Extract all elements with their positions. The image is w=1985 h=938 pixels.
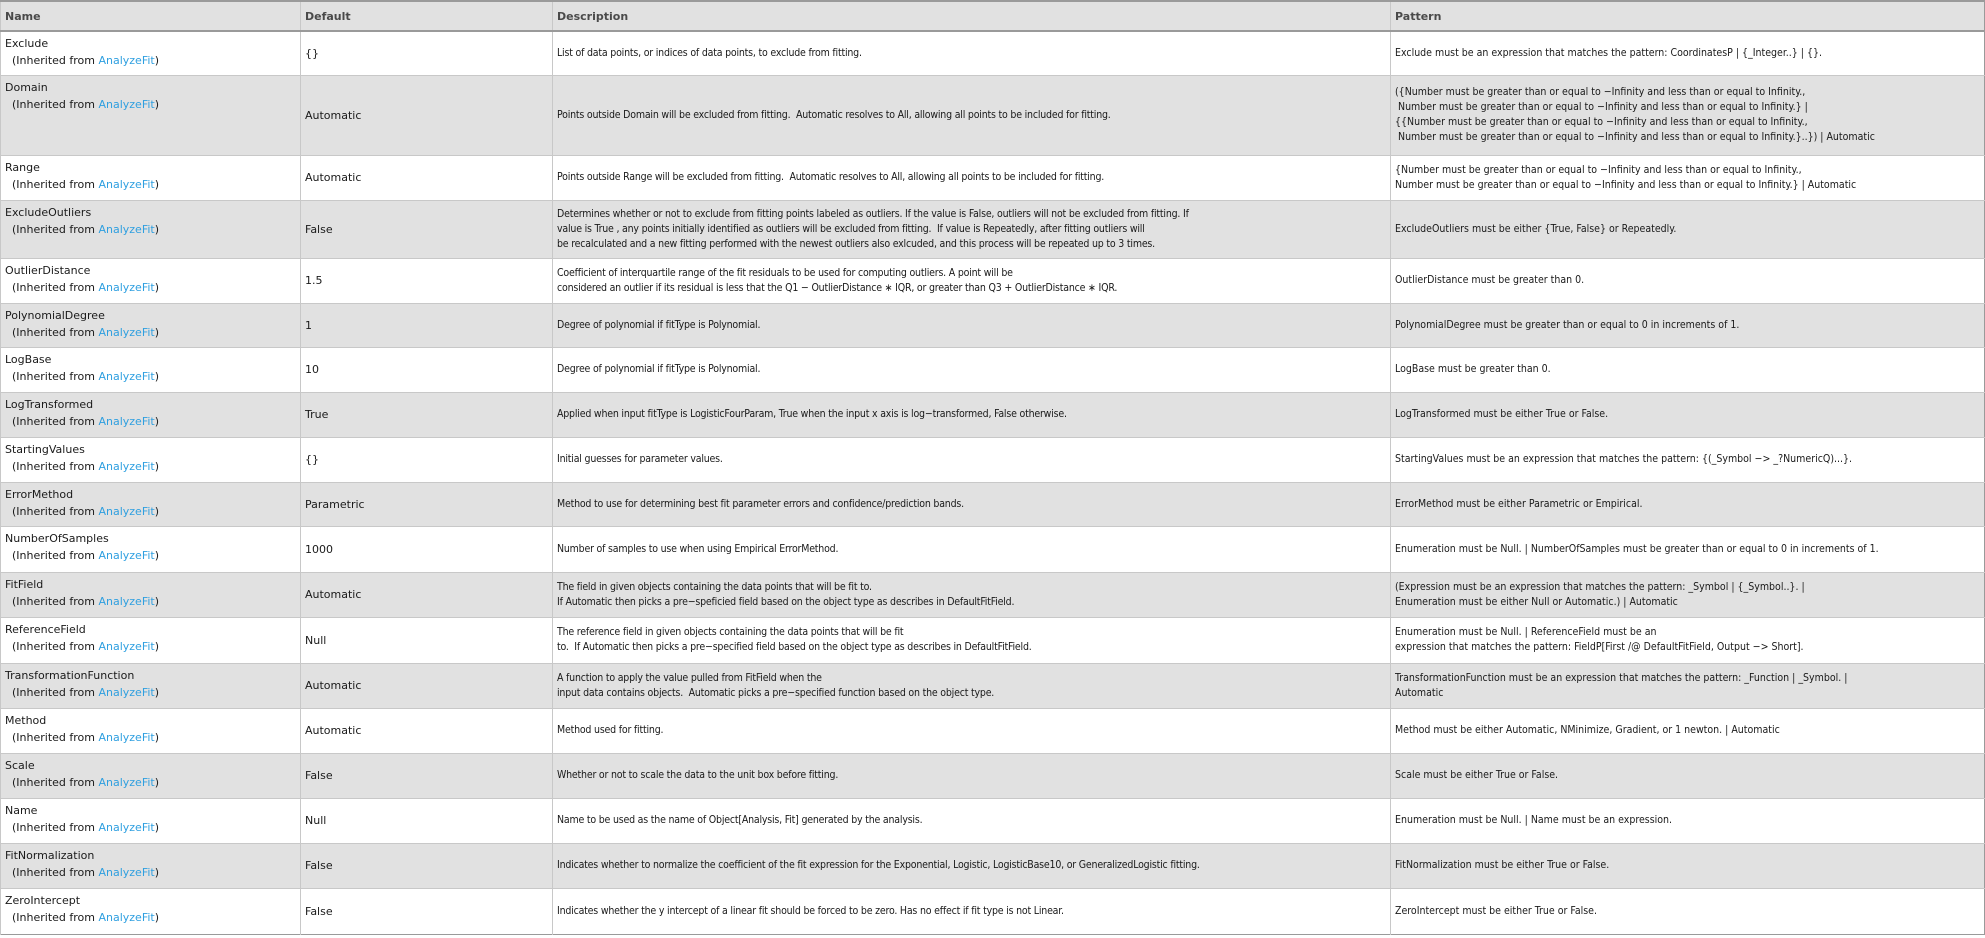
- option-description: [553, 843, 1391, 888]
- inherited-note: [5, 685, 296, 700]
- pattern-line: FitNormalization must be either True or False.: [1395, 859, 1610, 871]
- option-name: ErrorMethod: [5, 487, 74, 501]
- analyzefit-link[interactable]: AnalyzeFit: [98, 414, 155, 428]
- option-pattern: [1391, 526, 1985, 572]
- inherited-suffix: ): [154, 280, 160, 294]
- inherited-prefix: (Inherited from: [12, 548, 99, 562]
- option-pattern: [1391, 482, 1985, 526]
- option-name-cell: [1, 482, 301, 526]
- pattern-line: (Expression must be an expression that matches the pattern: _Symbol | {_Symbol..}. |: [1395, 580, 1805, 593]
- table-row: [1, 888, 1985, 934]
- option-default: Automatic: [301, 663, 553, 708]
- description-line: Points outside Domain will be excluded from fitting. Automatic resolves to All, allowing all points to be included for fitting.: [557, 108, 1111, 121]
- option-pattern: [1391, 572, 1985, 617]
- option-name-cell: [1, 437, 301, 482]
- option-name: Exclude: [5, 37, 49, 50]
- table-row: [1, 392, 1985, 437]
- inherited-suffix: ): [154, 865, 160, 879]
- description-line: Determines whether or not to exclude from fitting points labeled as outliers. If the value is False, outliers will not be excluded from fitting. If: [557, 207, 1189, 220]
- inherited-suffix: ): [154, 459, 160, 473]
- description-line: Initial guesses for parameter values.: [557, 453, 723, 465]
- inherited-suffix: ): [154, 548, 160, 562]
- pattern-line: Number must be greater than or equal to −Infinity and less than or equal to Infinity.}..}) | Automatic: [1395, 131, 1875, 143]
- analyzefit-link[interactable]: AnalyzeFit: [98, 177, 155, 191]
- analyzefit-link[interactable]: AnalyzeFit: [98, 910, 155, 924]
- analyzefit-link[interactable]: AnalyzeFit: [98, 639, 155, 653]
- inherited-prefix: (Inherited from: [12, 325, 99, 339]
- header-default: Default: [301, 1, 553, 31]
- option-pattern: [1391, 753, 1985, 798]
- option-name-cell: [1, 258, 301, 303]
- inherited-suffix: ): [154, 775, 160, 789]
- table-row: [1, 482, 1985, 526]
- option-description: [553, 392, 1391, 437]
- inherited-prefix: (Inherited from: [12, 177, 99, 191]
- option-name: Domain: [5, 80, 48, 94]
- description-line: Indicates whether the y intercept of a linear fit should be forced to be zero. Has no effect if fit type is not Linear.: [557, 904, 1064, 917]
- option-name: PolynomialDegree: [5, 308, 105, 322]
- inherited-note: [5, 639, 296, 654]
- option-pattern: [1391, 663, 1985, 708]
- option-description: [553, 708, 1391, 753]
- inherited-note: [5, 325, 296, 340]
- option-name-cell: [1, 617, 301, 663]
- inherited-suffix: ): [154, 54, 160, 67]
- option-pattern: [1391, 258, 1985, 303]
- option-name: LogTransformed: [5, 397, 94, 411]
- table-row: [1, 347, 1985, 392]
- option-description: [553, 200, 1391, 258]
- option-description: [553, 347, 1391, 392]
- inherited-prefix: (Inherited from: [12, 459, 99, 473]
- table-row: [1, 663, 1985, 708]
- header-description: Description: [553, 1, 1391, 31]
- analyzefit-link[interactable]: AnalyzeFit: [98, 775, 155, 789]
- inherited-note: [5, 459, 296, 474]
- option-pattern: [1391, 75, 1985, 155]
- inherited-prefix: (Inherited from: [12, 54, 99, 67]
- header-name: Name: [1, 1, 301, 31]
- inherited-prefix: (Inherited from: [12, 280, 99, 294]
- inherited-note: [5, 594, 296, 609]
- option-name: Range: [5, 160, 40, 174]
- option-pattern: [1391, 843, 1985, 888]
- description-line: Name to be used as the name of Object[Analysis, Fit] generated by the analysis.: [557, 814, 923, 826]
- option-name-cell: [1, 31, 301, 75]
- description-line: Applied when input fitType is LogisticFourParam, True when the input x axis is log−transformed, False otherwise.: [557, 408, 1067, 420]
- option-default: Automatic: [301, 75, 553, 155]
- description-line: List of data points, or indices of data points, to exclude from fitting.: [557, 46, 862, 59]
- pattern-line: ExcludeOutliers must be either {True, False} or Repeatedly.: [1395, 222, 1677, 235]
- option-name-cell: [1, 75, 301, 155]
- analyzefit-link[interactable]: AnalyzeFit: [98, 504, 155, 518]
- option-name: FitField: [5, 577, 44, 591]
- option-name: FitNormalization: [5, 848, 95, 862]
- option-default: Null: [301, 798, 553, 843]
- inherited-prefix: (Inherited from: [12, 222, 99, 236]
- option-default: {}: [301, 437, 553, 482]
- analyzefit-link[interactable]: AnalyzeFit: [98, 280, 155, 294]
- pattern-line: ErrorMethod must be either Parametric or Empirical.: [1395, 497, 1643, 510]
- inherited-note: [5, 280, 296, 295]
- description-line: Indicates whether to normalize the coefficient of the fit expression for the Exponential, Logistic, LogisticBase10, or GeneralizedLogistic fitting.: [557, 859, 1200, 871]
- inherited-suffix: ): [154, 730, 160, 744]
- pattern-line: OutlierDistance must be greater than 0.: [1395, 274, 1585, 286]
- inherited-prefix: (Inherited from: [12, 414, 99, 428]
- pattern-line: {{Number must be greater than or equal to −Infinity and less than or equal to Infinity.,: [1395, 116, 1808, 128]
- option-pattern: [1391, 708, 1985, 753]
- inherited-note: [5, 730, 296, 745]
- pattern-line: Method must be either Automatic, NMinimize, Gradient, or 1 newton. | Automatic: [1395, 724, 1780, 736]
- description-line: Method used for fitting.: [557, 724, 664, 736]
- inherited-suffix: ): [154, 820, 160, 834]
- inherited-note: [5, 222, 296, 237]
- analyzefit-link[interactable]: AnalyzeFit: [98, 459, 155, 473]
- option-default: False: [301, 200, 553, 258]
- option-name: Method: [5, 713, 47, 727]
- option-default: False: [301, 888, 553, 934]
- pattern-line: ({Number must be greater than or equal to −Infinity and less than or equal to Infinity.,: [1395, 86, 1806, 98]
- inherited-note: [5, 177, 296, 192]
- description-line: If Automatic then picks a pre−speficied field based on the object type as describes in DefaultFitField.: [557, 595, 1015, 608]
- option-description: [553, 75, 1391, 155]
- option-description: [553, 31, 1391, 75]
- option-name: OutlierDistance: [5, 263, 91, 277]
- option-description: [553, 798, 1391, 843]
- option-name: LogBase: [5, 352, 52, 366]
- inherited-prefix: (Inherited from: [12, 639, 99, 653]
- analyzefit-link[interactable]: AnalyzeFit: [98, 97, 155, 111]
- inherited-suffix: ): [154, 594, 160, 608]
- option-pattern: [1391, 888, 1985, 934]
- option-name-cell: [1, 843, 301, 888]
- analyzefit-link[interactable]: AnalyzeFit: [98, 594, 155, 608]
- inherited-prefix: (Inherited from: [12, 594, 99, 608]
- description-line: Points outside Range will be excluded from fitting. Automatic resolves to All, allowing all points to be included for fitting.: [557, 171, 1105, 183]
- option-default: 1: [301, 303, 553, 347]
- description-line: Degree of polynomial if fitType is Polynomial.: [557, 318, 761, 331]
- inherited-prefix: (Inherited from: [12, 730, 99, 744]
- option-pattern: [1391, 437, 1985, 482]
- option-name-cell: [1, 347, 301, 392]
- inherited-note: [5, 820, 296, 835]
- inherited-suffix: ): [154, 639, 160, 653]
- table-row: [1, 437, 1985, 482]
- option-pattern: [1391, 347, 1985, 392]
- table-row: [1, 753, 1985, 798]
- inherited-prefix: (Inherited from: [12, 504, 99, 518]
- option-description: [553, 482, 1391, 526]
- inherited-note: [5, 548, 296, 563]
- inherited-prefix: (Inherited from: [12, 775, 99, 789]
- inherited-prefix: (Inherited from: [12, 820, 99, 834]
- table-row: [1, 617, 1985, 663]
- analyzefit-link[interactable]: AnalyzeFit: [98, 369, 155, 383]
- table-row: [1, 75, 1985, 155]
- option-description: [553, 663, 1391, 708]
- inherited-suffix: ): [154, 325, 160, 339]
- table-row: [1, 798, 1985, 843]
- option-pattern: [1391, 392, 1985, 437]
- option-default: 10: [301, 347, 553, 392]
- inherited-prefix: (Inherited from: [12, 910, 99, 924]
- analyzefit-link[interactable]: AnalyzeFit: [98, 820, 155, 834]
- option-pattern: [1391, 303, 1985, 347]
- option-default: 1.5: [301, 258, 553, 303]
- header-pattern: Pattern: [1391, 1, 1985, 31]
- pattern-line: expression that matches the pattern: FieldP[First /@ DefaultFitField, Output −> Short].: [1395, 641, 1804, 653]
- table-body: [1, 31, 1985, 934]
- description-line: input data contains objects. Automatic picks a pre−specified function based on the object type.: [557, 686, 995, 699]
- analyzefit-link[interactable]: AnalyzeFit: [98, 222, 155, 236]
- pattern-line: PolynomialDegree must be greater than or equal to 0 in increments of 1.: [1395, 318, 1740, 331]
- inherited-note: [5, 97, 296, 112]
- option-name-cell: [1, 798, 301, 843]
- option-name-cell: [1, 392, 301, 437]
- option-description: [553, 303, 1391, 347]
- analyzefit-link[interactable]: AnalyzeFit: [98, 548, 155, 562]
- option-default: False: [301, 843, 553, 888]
- description-line: Whether or not to scale the data to the unit box before fitting.: [557, 769, 839, 781]
- pattern-line: Scale must be either True or False.: [1395, 769, 1559, 781]
- description-line: Method to use for determining best fit parameter errors and confidence/prediction bands.: [557, 497, 964, 510]
- option-name-cell: [1, 888, 301, 934]
- analyzefit-link[interactable]: AnalyzeFit: [98, 865, 155, 879]
- option-name: TransformationFunction: [5, 668, 135, 682]
- option-default: Null: [301, 617, 553, 663]
- analyzefit-link[interactable]: AnalyzeFit: [98, 54, 155, 67]
- inherited-prefix: (Inherited from: [12, 865, 99, 879]
- table-row: [1, 708, 1985, 753]
- pattern-line: Enumeration must be Null. | NumberOfSamples must be greater than or equal to 0 in increments of 1.: [1395, 542, 1879, 555]
- inherited-note: [5, 369, 296, 384]
- description-line: The field in given objects containing the data points that will be fit to.: [557, 580, 872, 593]
- pattern-line: ZeroIntercept must be either True or False.: [1395, 904, 1597, 917]
- inherited-suffix: ): [154, 97, 160, 111]
- option-default: Automatic: [301, 572, 553, 617]
- analyzefit-link[interactable]: AnalyzeFit: [98, 685, 155, 699]
- pattern-line: Enumeration must be Null. | Name must be an expression.: [1395, 814, 1673, 826]
- analyzefit-link[interactable]: AnalyzeFit: [98, 325, 155, 339]
- option-name: ExcludeOutliers: [5, 205, 92, 219]
- option-name: ReferenceField: [5, 622, 86, 636]
- option-default: Automatic: [301, 155, 553, 200]
- pattern-line: Exclude must be an expression that matches the pattern: CoordinatesP | {_Integer..} | {}.: [1395, 46, 1822, 59]
- option-description: [553, 572, 1391, 617]
- pattern-line: Number must be greater than or equal to −Infinity and less than or equal to Infinity.} | Automatic: [1395, 178, 1857, 191]
- inherited-prefix: (Inherited from: [12, 685, 99, 699]
- option-description: [553, 617, 1391, 663]
- option-description: [553, 753, 1391, 798]
- inherited-note: [5, 53, 296, 68]
- pattern-line: Automatic: [1395, 686, 1444, 699]
- inherited-suffix: ): [154, 685, 160, 699]
- inherited-note: [5, 865, 296, 880]
- table-row: [1, 155, 1985, 200]
- option-name-cell: [1, 663, 301, 708]
- option-pattern: [1391, 31, 1985, 75]
- option-default: 1000: [301, 526, 553, 572]
- option-name-cell: [1, 526, 301, 572]
- table-row: [1, 526, 1985, 572]
- option-pattern: [1391, 155, 1985, 200]
- description-line: Coefficient of interquartile range of the fit residuals to be used for computing outliers. A point will be: [557, 266, 1013, 279]
- pattern-line: Number must be greater than or equal to −Infinity and less than or equal to Infinity.} |: [1395, 101, 1808, 113]
- option-name-cell: [1, 708, 301, 753]
- inherited-note: [5, 775, 296, 790]
- option-description: [553, 258, 1391, 303]
- option-default: False: [301, 753, 553, 798]
- table-row: [1, 31, 1985, 75]
- inherited-prefix: (Inherited from: [12, 97, 99, 111]
- option-name-cell: [1, 155, 301, 200]
- description-line: Number of samples to use when using Empirical ErrorMethod.: [557, 542, 839, 555]
- table-row: [1, 200, 1985, 258]
- option-pattern: [1391, 200, 1985, 258]
- option-description: [553, 526, 1391, 572]
- description-line: considered an outlier if its residual is less that the Q1 − OutlierDistance ∗ IQR, or greater than Q3 + OutlierDistance ∗ IQR.: [557, 281, 1118, 294]
- description-line: The reference field in given objects containing the data points that will be fit: [557, 626, 904, 638]
- pattern-line: {Number must be greater than or equal to −Infinity and less than or equal to Infinity.,: [1395, 163, 1802, 176]
- inherited-note: [5, 414, 296, 429]
- pattern-line: TransformationFunction must be an expression that matches the pattern: _Function | _Symbol. |: [1395, 671, 1848, 684]
- option-name: ZeroIntercept: [5, 893, 81, 907]
- option-name: Scale: [5, 758, 35, 772]
- table-row: [1, 843, 1985, 888]
- inherited-suffix: ): [154, 504, 160, 518]
- description-line: value is True , any points initially identified as outliers will be excluded from fitting. If value is Repeatedly, after fitting outliers will: [557, 222, 1145, 235]
- option-name-cell: [1, 200, 301, 258]
- description-line: A function to apply the value pulled from FitField when the: [557, 671, 822, 684]
- pattern-line: LogTransformed must be either True or False.: [1395, 408, 1609, 420]
- inherited-suffix: ): [154, 369, 160, 383]
- pattern-line: LogBase must be greater than 0.: [1395, 363, 1551, 375]
- inherited-suffix: ): [154, 222, 160, 236]
- analyzefit-link[interactable]: AnalyzeFit: [98, 730, 155, 744]
- option-name-cell: [1, 303, 301, 347]
- inherited-suffix: ): [154, 414, 160, 428]
- option-pattern: [1391, 798, 1985, 843]
- option-description: [553, 888, 1391, 934]
- table-row: [1, 572, 1985, 617]
- pattern-line: StartingValues must be an expression that matches the pattern: {(_Symbol −> _?NumericQ)...}.: [1395, 453, 1853, 465]
- inherited-note: [5, 910, 296, 925]
- option-default: Parametric: [301, 482, 553, 526]
- table-row: [1, 258, 1985, 303]
- option-name: NumberOfSamples: [5, 531, 109, 545]
- inherited-suffix: ): [154, 177, 160, 191]
- pattern-line: Enumeration must be either Null or Automatic.) | Automatic: [1395, 595, 1678, 608]
- header-row: [1, 1, 1985, 31]
- option-name: StartingValues: [5, 442, 85, 456]
- option-default: Automatic: [301, 708, 553, 753]
- option-default: True: [301, 392, 553, 437]
- option-description: [553, 155, 1391, 200]
- description-line: to. If Automatic then picks a pre−specified field based on the object type as describes in DefaultFitField.: [557, 641, 1032, 653]
- option-name-cell: [1, 753, 301, 798]
- option-default: {}: [301, 31, 553, 75]
- pattern-line: Enumeration must be Null. | ReferenceField must be an: [1395, 626, 1657, 638]
- description-line: be recalculated and a new fitting performed with the newest outliers also exlcuded, and this process will be repeated up to 3 times.: [557, 237, 1155, 250]
- option-name: Name: [5, 803, 38, 817]
- description-line: Degree of polynomial if fitType is Polynomial.: [557, 363, 761, 375]
- option-name-cell: [1, 572, 301, 617]
- table-row: [1, 303, 1985, 347]
- inherited-note: [5, 504, 296, 519]
- option-description: [553, 437, 1391, 482]
- inherited-suffix: ): [154, 910, 160, 924]
- option-pattern: [1391, 617, 1985, 663]
- inherited-prefix: (Inherited from: [12, 369, 99, 383]
